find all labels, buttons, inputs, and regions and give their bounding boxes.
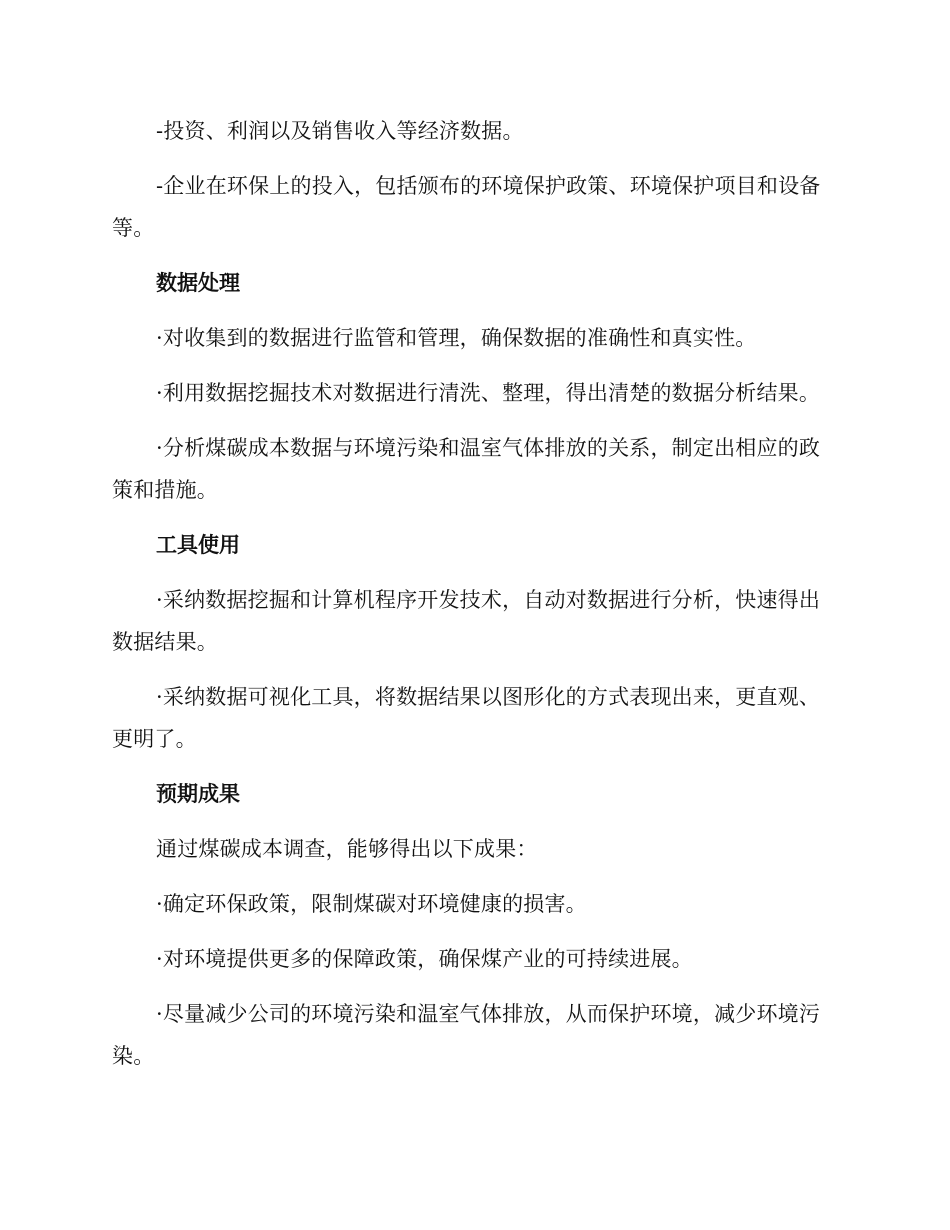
heading-data-processing: 数据处理 <box>156 271 240 295</box>
paragraph-economic-data: -投资、利润以及销售收入等经济数据。 <box>156 119 524 143</box>
list-item: ·对收集到的数据进行监管和管理，确保数据的准确性和真实性。 <box>156 326 757 350</box>
heading-expected-outcomes: 预期成果 <box>156 782 240 806</box>
list-item: ·利用数据挖掘技术对数据进行清洗、整理，得出清楚的数据分析结果。 <box>156 381 821 405</box>
list-item: ·尽量减少公司的环境污染和温室气体排放，从而保护环境，减少环境污染。 <box>112 1002 821 1068</box>
list-item: ·采纳数据可视化工具，将数据结果以图形化的方式表现出来，更直观、更明了。 <box>112 685 821 751</box>
paragraph-environmental-investment: -企业在环保上的投入，包括颁布的环境保护政策、环境保护项目和设备等。 <box>112 174 821 240</box>
paragraph-outcomes-intro: 通过煤碳成本调查，能够得出以下成果： <box>156 837 538 861</box>
heading-tools-usage: 工具使用 <box>156 533 240 557</box>
list-item: ·采纳数据挖掘和计算机程序开发技术，自动对数据进行分析，快速得出数据结果。 <box>112 588 821 654</box>
list-item: ·确定环保政策，限制煤碳对环境健康的损害。 <box>156 892 587 916</box>
list-item: ·对环境提供更多的保障政策，确保煤产业的可持续进展。 <box>156 947 693 971</box>
list-item: ·分析煤碳成本数据与环境污染和温室气体排放的关系，制定出相应的政策和措施。 <box>112 436 821 502</box>
